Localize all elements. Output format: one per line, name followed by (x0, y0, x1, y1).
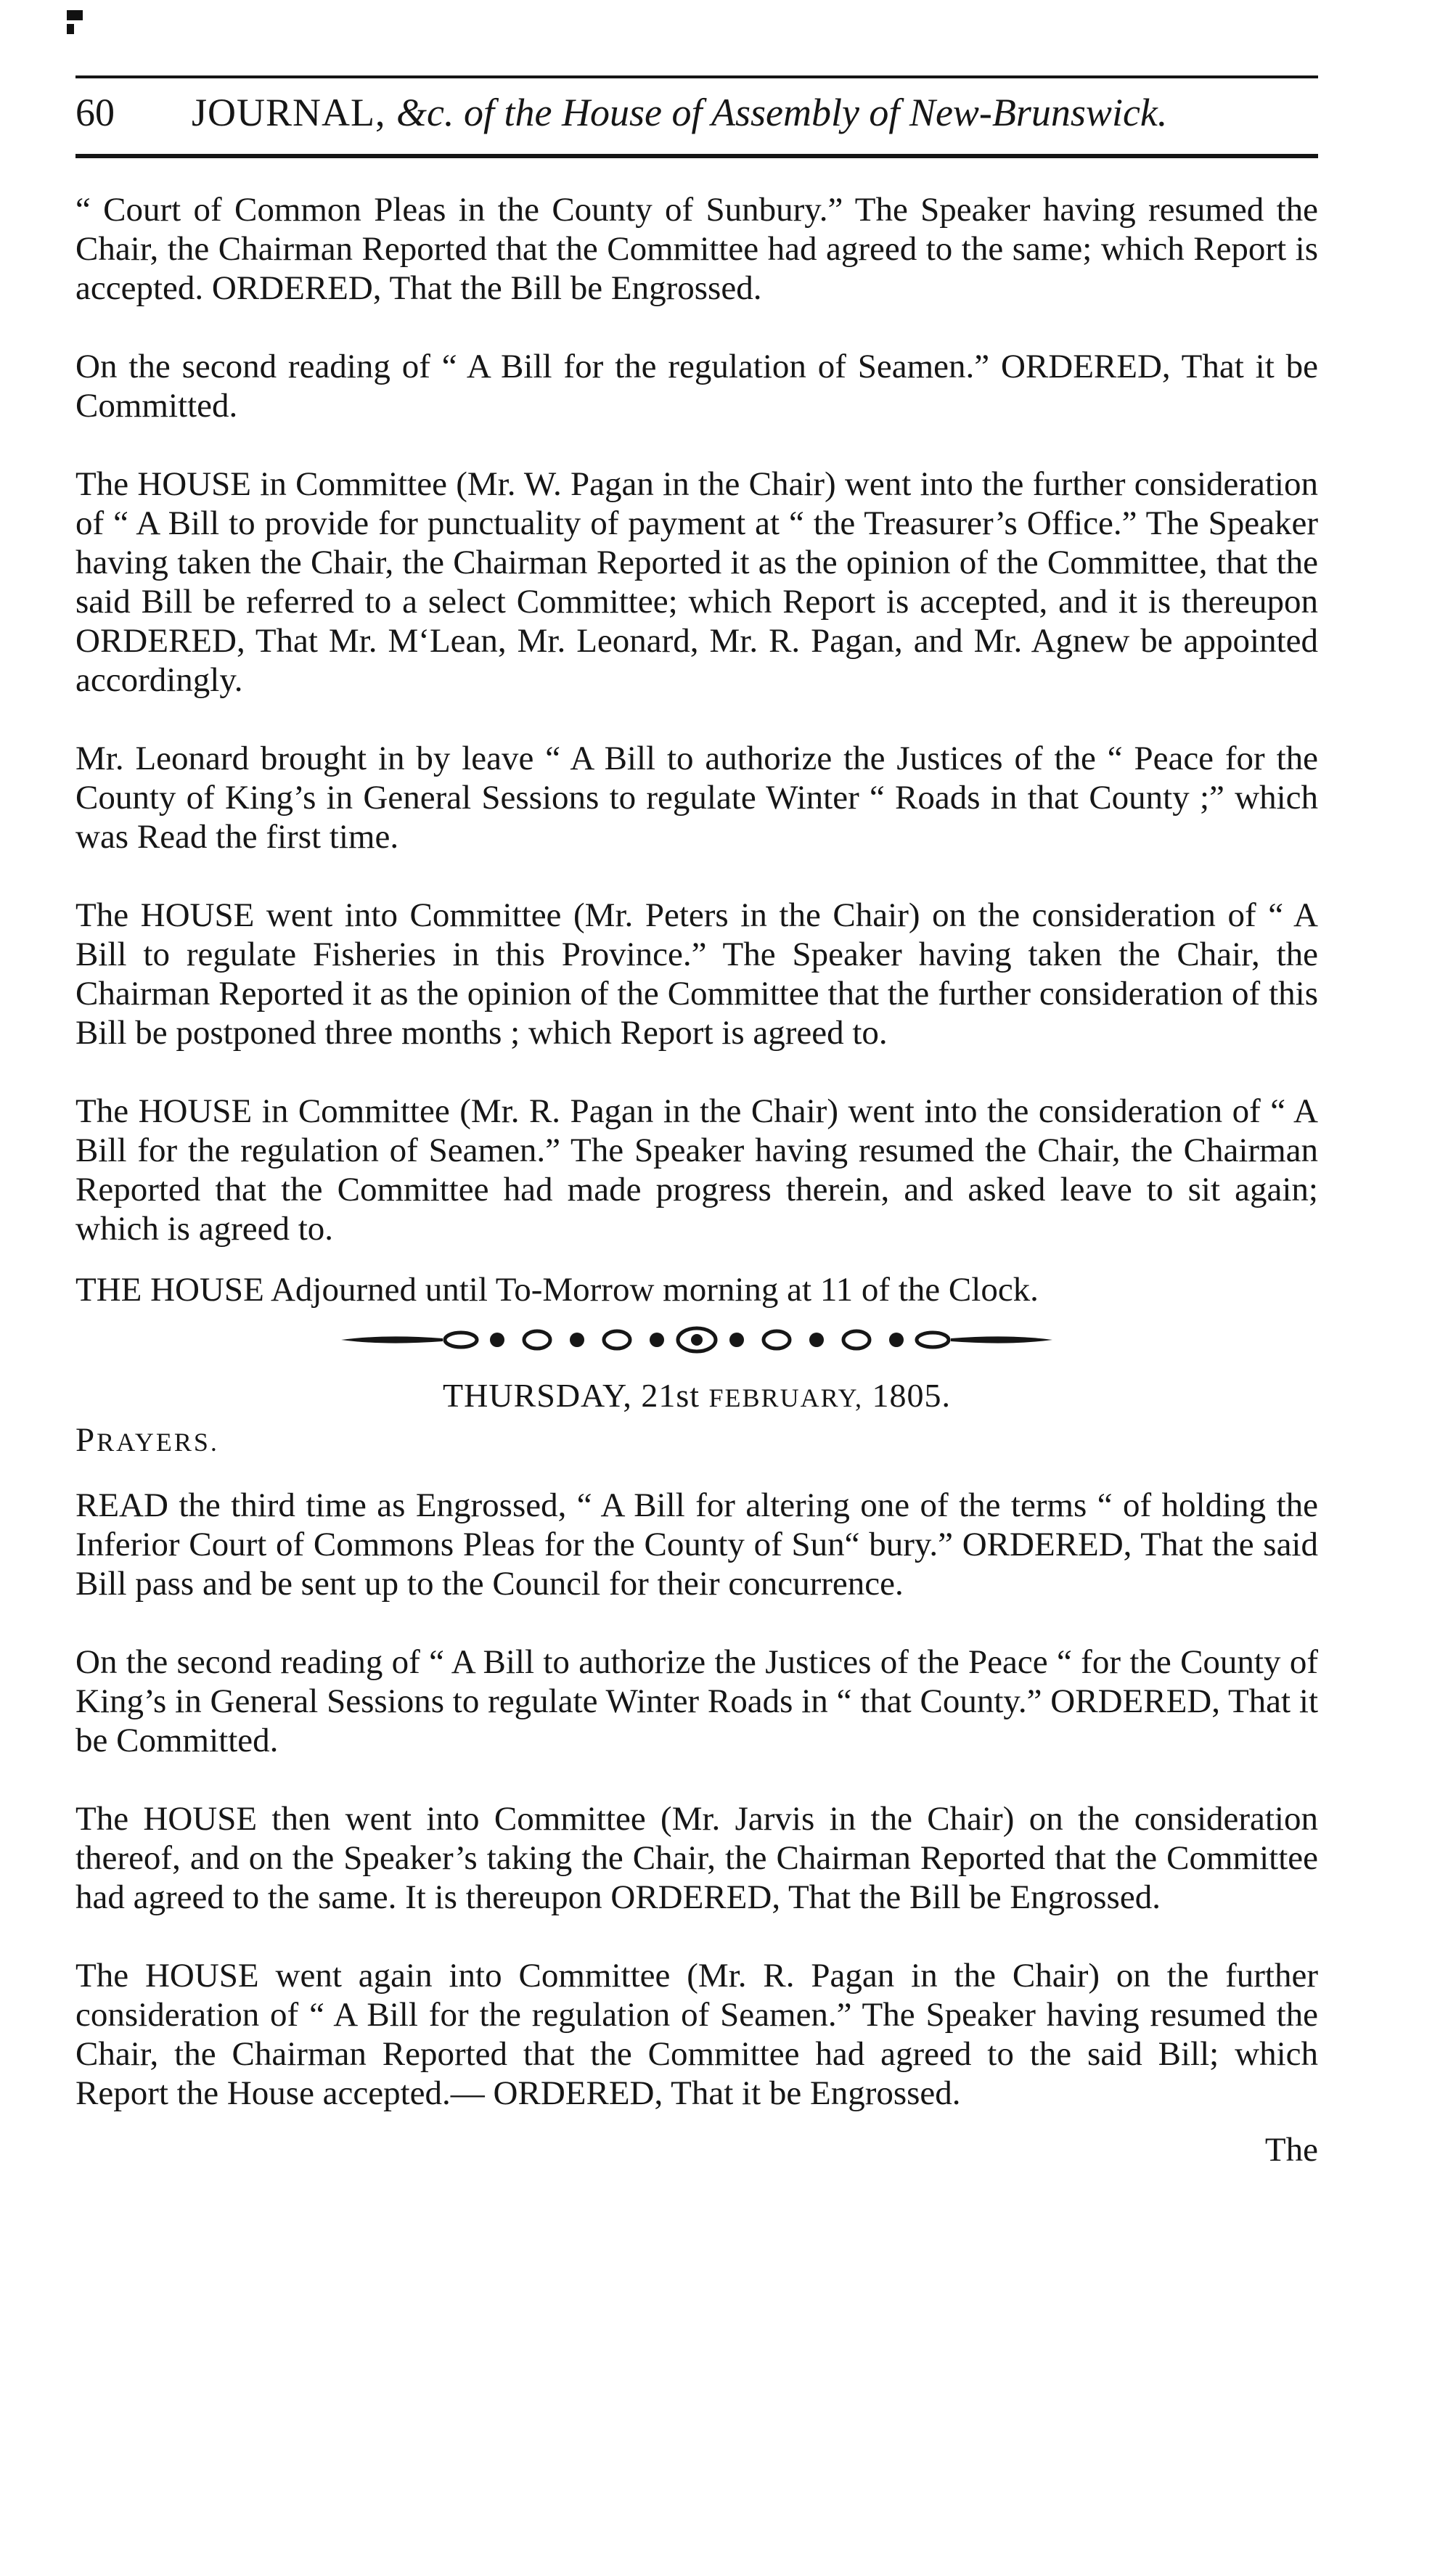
printer-mark (67, 10, 103, 23)
paragraph-seamen-committee: The HOUSE in Committee (Mr. R. Pagan in the Chair) went into the consideration of “ A Bill for the regulation of Seamen.” The Speaker having resumed the Chair, the Chairman Reported that the Committee had made progress therein, and asked leave to sit again; which is agreed to. (75, 1092, 1318, 1248)
prayers-heading (75, 1420, 1318, 1460)
page-header (75, 84, 1318, 150)
running-head (192, 90, 1167, 135)
prayers-initial: P (75, 1421, 97, 1459)
header-rule (75, 154, 1318, 158)
date-heading-main: THURSDAY, 21st (443, 1377, 700, 1414)
paragraph-sunbury-third-reading: READ the third time as Engrossed, “ A Bill for altering one of the terms “ of holding the Inferior Court of Commons Pleas for the County of Sun“ bury.” ORDERED, That the said Bill pass and be sent up to the Council for their concurrence. (75, 1486, 1318, 1603)
page-number: 60 (75, 91, 115, 134)
running-head-rest: &c. of the House of Assembly of New-Brunswick. (396, 91, 1168, 134)
paragraph-winter-roads-bill: Mr. Leonard brought in by leave “ A Bill to authorize the Justices of the “ Peace for the County of King’s in General Sessions to regulate Winter “ Roads in that County ;” which was Read the first time. (75, 740, 1318, 856)
paragraph-treasurer-bill: The HOUSE in Committee (Mr. W. Pagan in the Chair) went into the further consideration of “ A Bill to provide for punctuality of payment at “ the Treasurer’s Office.” The Speaker having taken the Chair, the Chairman Reported it as the opinion of the Committee, that the said Bill be referred to a select Committee; which Report is accepted, and it is thereupon ORDERED, That Mr. M‘Lean, Mr. Leonard, Mr. R. Pagan, and Mr. Agnew be appointed accordingly. (75, 465, 1318, 699)
prayers-rest: RAYERS. (97, 1428, 219, 1457)
top-rule (75, 75, 1318, 78)
running-head-main: JOURNAL, (192, 91, 386, 134)
paragraph-adjournment: THE HOUSE Adjourned until To-Morrow morning at 11 of the Clock. (75, 1271, 1039, 1309)
journal-body (75, 190, 1318, 2169)
paragraph-seamen-second-reading: On the second reading of “ A Bill for the regulation of Seamen.” ORDERED, That it be Committed. (75, 348, 1318, 425)
journal-page (75, 0, 1318, 2565)
paragraph-jarvis-committee: The HOUSE then went into Committee (Mr. Jarvis in the Chair) on the consideration thereof, and on the Speaker’s taking the Chair, the Chairman Reported that the Committee had agreed to the same. It is thereupon ORDERED, That the Bill be Engrossed. (75, 1800, 1318, 1916)
paragraph-winter-roads-second-reading: On the second reading of “ A Bill to authorize the Justices of the Peace “ for the County of King’s in General Sessions to regulate Winter Roads in “ that County.” ORDERED, That it be Committed. (75, 1643, 1318, 1759)
date-heading-month: FEBRUARY, (708, 1383, 863, 1412)
catchword: The (1264, 2131, 1318, 2169)
date-heading-year: 1805. (872, 1377, 951, 1414)
paragraph-fisheries-bill: The HOUSE went into Committee (Mr. Peters in the Chair) on the consideration of “ A Bill to regulate Fisheries in this Province.” The Speaker having taken the Chair, the Chairman Reported it as the opinion of the Committee that the further consideration of this Bill be postponed three months ; which Report is agreed to. (75, 896, 1318, 1052)
paragraph-seamen-engrossed: The HOUSE went again into Committee (Mr. R. Pagan in the Chair) on the further consideration of “ A Bill for the regulation of Seamen.” The Speaker having resumed the Chair, the Chairman Reported that the Committee had agreed to the said Bill; which Report the House accepted.— ORDERED, That it be Engrossed. (75, 1957, 1318, 2112)
date-heading (75, 1376, 1318, 1415)
paragraph-sunbury-court: “ Court of Common Pleas in the County of Sunbury.” The Speaker having resumed the Chair, the Chairman Reported that the Committee had agreed to the same; which Report is accepted. ORDERED, That the Bill be Engrossed. (75, 191, 1318, 307)
ornament-divider (341, 1324, 1052, 1356)
